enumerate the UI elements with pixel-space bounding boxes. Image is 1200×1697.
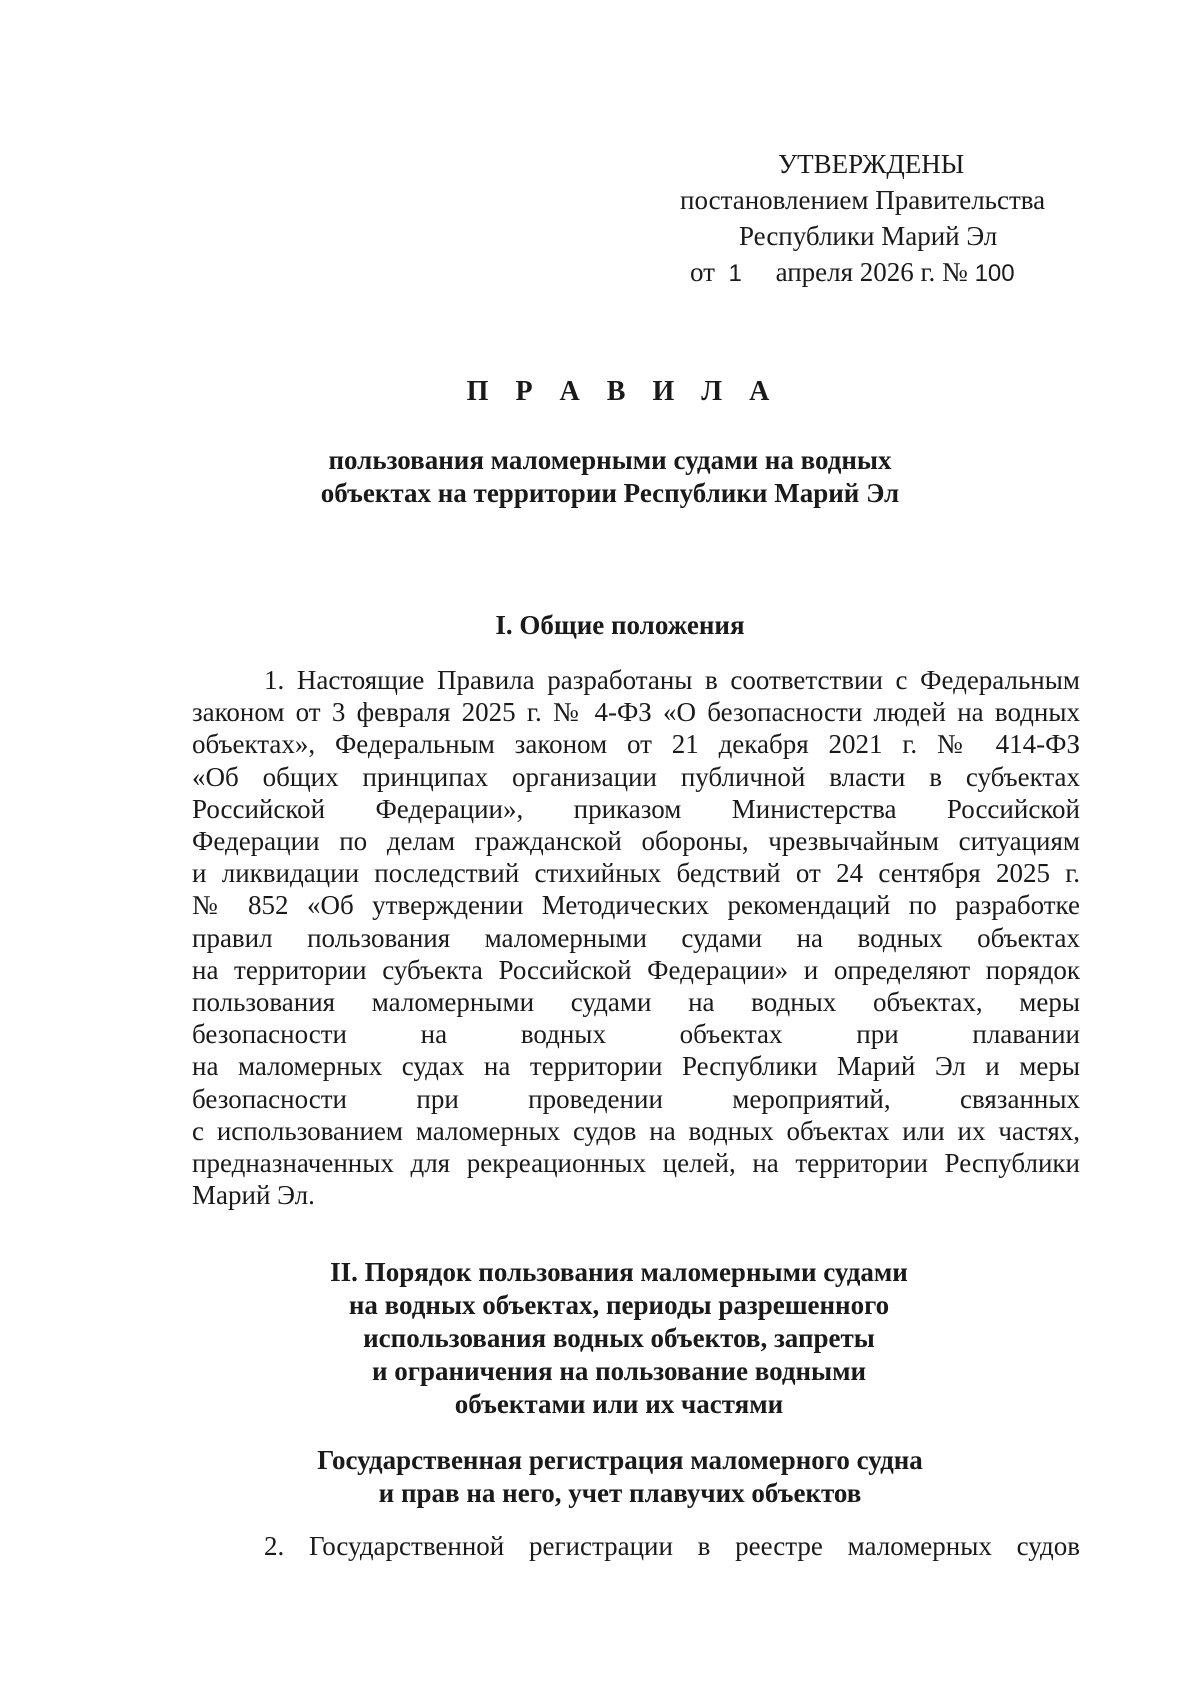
- paragraph-line: «Об общих принципах организации публичной власти в субъектах: [192, 761, 1080, 792]
- paragraph-line: безопасности на водных объектах при плавании: [192, 1019, 1080, 1050]
- subsection-heading-line: Государственная регистрация маломерного судна: [317, 1445, 923, 1475]
- paragraph-line: 2. Государственной регистрации в реестре маломерных судов: [264, 1531, 1080, 1561]
- paragraph-line: Марий Эл.: [192, 1180, 315, 1211]
- approval-issuer-line: постановлением Правительства: [680, 185, 1046, 215]
- paragraph-line: правил пользования маломерными судами на водных объектах: [192, 922, 1080, 953]
- paragraph-line: пользования маломерными судами на водных объектах, меры: [192, 987, 1080, 1018]
- approval-decree-number: 100: [974, 260, 1015, 287]
- paragraph-line: объектах», Федеральным законом от 21 декабря 2021 г. № 414-ФЗ: [192, 729, 1080, 760]
- paragraph-line: на маломерных судах на территории Республики Марий Эл и меры: [192, 1051, 1080, 1082]
- approval-date-prefix: от: [690, 257, 715, 287]
- paragraph-line: № 852 «Об утверждении Методических рекомендаций по разработке: [192, 890, 1080, 921]
- subsection-heading: [0, 1444, 1200, 1510]
- paragraph-line: Российской Федерации», приказом Министерства Российской: [192, 793, 1080, 824]
- section-2-heading-line: объектами или их частями: [454, 1389, 784, 1419]
- subsection-heading-line: и прав на него, учет плавучих объектов: [378, 1478, 862, 1508]
- paragraph-2: [192, 1530, 1080, 1562]
- paragraph-line: с использованием маломерных судов на водных объектах или их частях,: [192, 1115, 1080, 1146]
- document-subtitle-line: пользования маломерными судами на водных: [328, 445, 892, 475]
- paragraph-line: Федерации по делам гражданской обороны, чрезвычайным ситуациям: [192, 826, 1080, 857]
- paragraph-line: законом от 3 февраля 2025 г. № 4-ФЗ «О безопасности людей на водных: [192, 697, 1080, 728]
- paragraph-line: безопасности при проведении мероприятий, связанных: [192, 1083, 1080, 1114]
- approval-date-month-year: апреля 2026 г. №: [775, 257, 968, 287]
- approval-heading: УТВЕРЖДЕНЫ: [778, 149, 965, 179]
- document-subtitle-line: объектах на территории Республики Марий Эл: [320, 478, 900, 508]
- section-2-heading-line: и ограничения на пользование водными: [371, 1356, 867, 1386]
- paragraph-line: предназначенных для рекреационных целей, на территории Республики: [192, 1148, 1080, 1179]
- paragraph-line: 1. Настоящие Правила разработаны в соответствии с Федеральным: [264, 665, 1080, 695]
- section-2-heading-line: использования водных объектов, запреты: [363, 1323, 875, 1353]
- approval-stamp: [680, 146, 1080, 292]
- section-2-heading-line: на водных объектах, периоды разрешенного: [348, 1290, 890, 1320]
- paragraph-line: и ликвидации последствий стихийных бедствий от 24 сентября 2025 г.: [192, 858, 1080, 889]
- document-title: П Р А В И Л А: [466, 376, 780, 407]
- section-1-heading: I. Общие положения: [495, 610, 745, 640]
- approval-date-day: 1: [728, 260, 742, 287]
- approval-date-line: [680, 254, 1080, 292]
- paragraph-line: на территории субъекта Российской Федерации» и определяют порядок: [192, 954, 1080, 985]
- document-subtitle: [0, 444, 1200, 510]
- section-2-heading: [0, 1256, 1200, 1421]
- section-2-heading-line: II. Порядок пользования маломерными судами: [330, 1257, 908, 1287]
- paragraph-1: [192, 664, 1080, 1211]
- approval-issuer-region: Республики Марий Эл: [739, 221, 998, 251]
